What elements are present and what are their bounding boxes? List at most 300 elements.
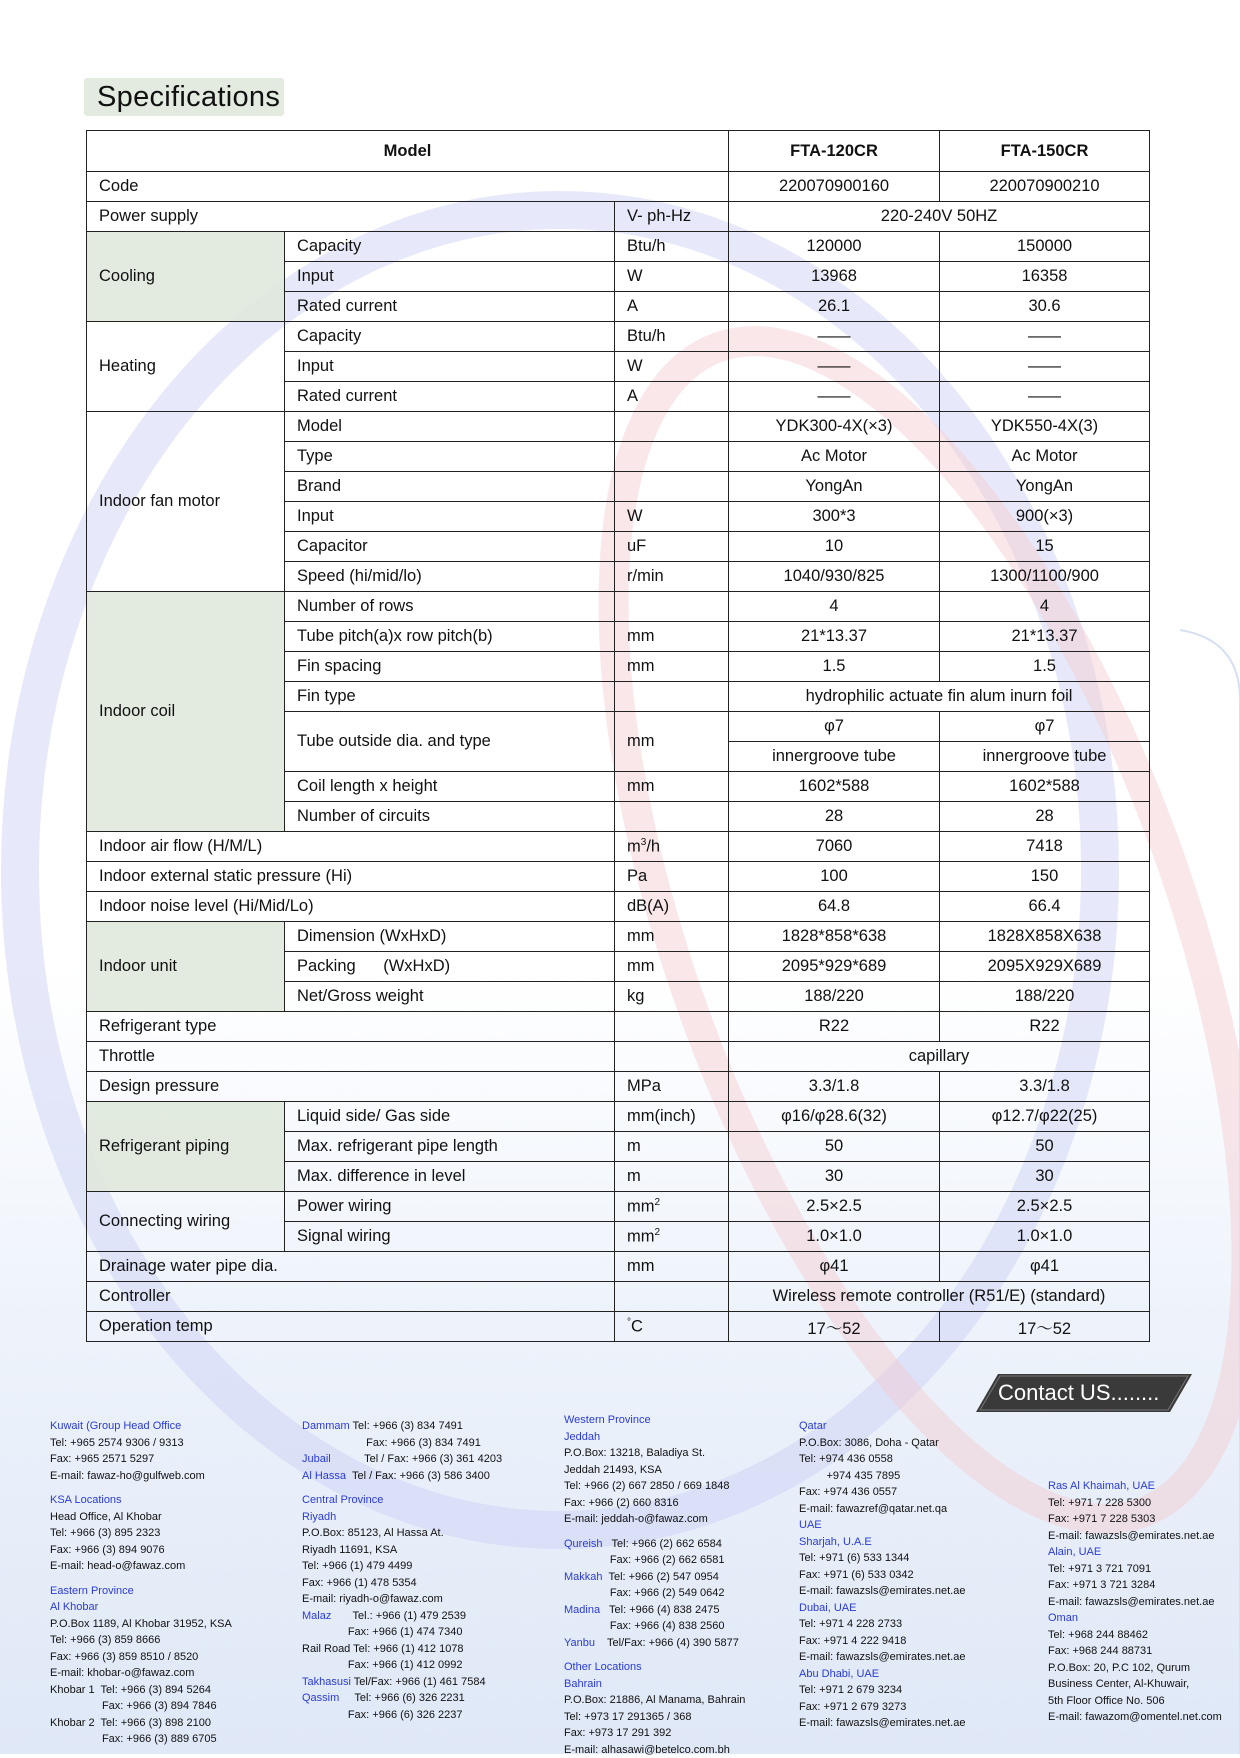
value-cell: 1828*858*638 bbox=[729, 922, 940, 952]
model-1-header: FTA-120CR bbox=[729, 131, 940, 172]
unit-tail: C bbox=[631, 1317, 643, 1335]
contact-line: Fax: +966 (4) 838 2560 bbox=[564, 1618, 745, 1635]
unit-cell bbox=[615, 412, 729, 442]
contact-line: Fax: +966 (2) 662 6581 bbox=[564, 1552, 745, 1569]
unit-cell: m bbox=[615, 1162, 729, 1192]
unit-base: m bbox=[627, 837, 641, 855]
value-cell: φ16/φ28.6(32) bbox=[729, 1102, 940, 1132]
contact-line: Tel: +971 (6) 533 1344 bbox=[799, 1550, 965, 1567]
table-row bbox=[87, 892, 1150, 922]
unit-cell: m bbox=[615, 1132, 729, 1162]
value-cell: 1828X858X638 bbox=[940, 922, 1150, 952]
contact-line: Ras Al Khaimah, UAE bbox=[1048, 1478, 1222, 1495]
table-row bbox=[87, 232, 1150, 262]
unit-cell: uF bbox=[615, 532, 729, 562]
row-label: Throttle bbox=[87, 1042, 615, 1072]
value-cell: 30 bbox=[940, 1162, 1150, 1192]
row-label: Max. refrigerant pipe length bbox=[285, 1132, 615, 1162]
contact-us-label: Contact US........ bbox=[998, 1380, 1159, 1406]
unit-cell: mm bbox=[615, 1252, 729, 1282]
unit-cell bbox=[615, 1312, 729, 1342]
contact-line bbox=[302, 1468, 502, 1485]
spacer bbox=[302, 1484, 502, 1492]
unit-cell bbox=[615, 832, 729, 862]
contact-line: P.O.Box 1189, Al Khobar 31952, KSA bbox=[50, 1616, 232, 1633]
row-label: Drainage water pipe dia. bbox=[87, 1252, 615, 1282]
contact-line: Khobar 1 Tel: +966 (3) 894 5264 bbox=[50, 1682, 232, 1699]
value-cell: 30.6 bbox=[940, 292, 1150, 322]
unit-cell: Pa bbox=[615, 862, 729, 892]
value-cell: 16358 bbox=[940, 262, 1150, 292]
unit-base: mm bbox=[627, 1227, 655, 1245]
unit-cell: A bbox=[615, 292, 729, 322]
table-row bbox=[87, 832, 1150, 862]
unit-cell bbox=[615, 1042, 729, 1072]
row-label: Type bbox=[285, 442, 615, 472]
unit-cell bbox=[615, 682, 729, 712]
unit-sup: 3 bbox=[641, 837, 647, 848]
unit-cell: V- ph-Hz bbox=[615, 202, 729, 232]
row-label: Model bbox=[285, 412, 615, 442]
value-cell: —— bbox=[729, 352, 940, 382]
contact-line: Tel: +971 2 679 3234 bbox=[799, 1682, 965, 1699]
contact-line: Eastern Province bbox=[50, 1583, 232, 1600]
location-name: Takhasusi bbox=[302, 1676, 351, 1688]
contact-line: Tel: +966 (3) 859 8666 bbox=[50, 1632, 232, 1649]
row-label: Rated current bbox=[285, 382, 615, 412]
value-cell: 10 bbox=[729, 532, 940, 562]
location-name: Madina bbox=[564, 1604, 600, 1616]
value-cell: 150 bbox=[940, 862, 1150, 892]
contact-line: Fax: +966 (1) 412 0992 bbox=[302, 1657, 502, 1674]
contact-column-4 bbox=[799, 1418, 965, 1732]
unit-cell: mm bbox=[615, 952, 729, 982]
unit-cell: mm bbox=[615, 652, 729, 682]
unit-base: mm bbox=[627, 1197, 655, 1215]
table-row bbox=[87, 202, 1150, 232]
contact-line: Fax: +966 (3) 859 8510 / 8520 bbox=[50, 1649, 232, 1666]
contact-line: Rail Road Tel: +966 (1) 412 1078 bbox=[302, 1641, 502, 1658]
value-cell: 150000 bbox=[940, 232, 1150, 262]
unit-cell bbox=[615, 1282, 729, 1312]
contact-line: Fax: +971 4 222 9418 bbox=[799, 1633, 965, 1650]
value-cell: 1.0×1.0 bbox=[729, 1222, 940, 1252]
row-label: Brand bbox=[285, 472, 615, 502]
value-cell: Ac Motor bbox=[729, 442, 940, 472]
table-row bbox=[87, 1102, 1150, 1132]
value-cell: 28 bbox=[729, 802, 940, 832]
contact-text: Tel: +966 (6) 326 2231 bbox=[339, 1692, 464, 1704]
group-label: Refrigerant piping bbox=[87, 1102, 285, 1192]
contact-line: E-mail: fawazsls@emirates.net.ae bbox=[1048, 1594, 1222, 1611]
value-cell: 21*13.37 bbox=[940, 622, 1150, 652]
value-cell: 28 bbox=[940, 802, 1150, 832]
contact-line: Fax: +966 (3) 894 7846 bbox=[50, 1698, 232, 1715]
row-label: Speed (hi/mid/lo) bbox=[285, 562, 615, 592]
value-cell: —— bbox=[729, 382, 940, 412]
contact-text: Tel / Fax: +966 (3) 586 3400 bbox=[346, 1470, 490, 1482]
contact-column-1 bbox=[50, 1418, 232, 1748]
value-cell: φ41 bbox=[940, 1252, 1150, 1282]
value-cell: 188/220 bbox=[729, 982, 940, 1012]
row-label: Capacity bbox=[285, 322, 615, 352]
unit-cell bbox=[615, 592, 729, 622]
contact-line: Fax: +966 (1) 478 5354 bbox=[302, 1575, 502, 1592]
row-label: Rated current bbox=[285, 292, 615, 322]
contact-line: Fax: +966 (2) 660 8316 bbox=[564, 1495, 745, 1512]
contact-line: Jeddah bbox=[564, 1429, 745, 1446]
row-label: Number of circuits bbox=[285, 802, 615, 832]
row-label: Refrigerant type bbox=[87, 1012, 615, 1042]
model-header: Model bbox=[87, 131, 729, 172]
value-cell: 220-240V 50HZ bbox=[729, 202, 1150, 232]
unit-cell bbox=[615, 1222, 729, 1252]
value-cell: 1.5 bbox=[940, 652, 1150, 682]
contact-line: Fax: +965 2571 5297 bbox=[50, 1451, 232, 1468]
contact-line: Fax: +966 (6) 326 2237 bbox=[302, 1707, 502, 1724]
contact-line bbox=[302, 1674, 502, 1691]
value-cell: 66.4 bbox=[940, 892, 1150, 922]
contact-line: Oman bbox=[1048, 1610, 1222, 1627]
contact-line: Tel: +968 244 88462 bbox=[1048, 1627, 1222, 1644]
contact-text: Tel.: +966 (1) 479 2539 bbox=[331, 1610, 466, 1622]
contact-line bbox=[564, 1602, 745, 1619]
row-label: Net/Gross weight bbox=[285, 982, 615, 1012]
contact-line: Fax: +971 3 721 3284 bbox=[1048, 1577, 1222, 1594]
value-cell: R22 bbox=[729, 1012, 940, 1042]
contact-line: P.O.Box: 21886, Al Manama, Bahrain bbox=[564, 1692, 745, 1709]
unit-tail: /h bbox=[646, 837, 660, 855]
value-cell: capillary bbox=[729, 1042, 1150, 1072]
group-label: Connecting wiring bbox=[87, 1192, 285, 1252]
contact-line: Tel: +965 2574 9306 / 9313 bbox=[50, 1435, 232, 1452]
row-label: Input bbox=[285, 262, 615, 292]
spacer bbox=[50, 1575, 232, 1583]
table-row bbox=[87, 1042, 1150, 1072]
value-cell: 2.5×2.5 bbox=[729, 1192, 940, 1222]
value-cell: 50 bbox=[940, 1132, 1150, 1162]
unit-cell: W bbox=[615, 352, 729, 382]
value-cell: 300*3 bbox=[729, 502, 940, 532]
value-cell: 1.5 bbox=[729, 652, 940, 682]
group-label: Indoor unit bbox=[87, 922, 285, 1012]
row-label: Power supply bbox=[87, 202, 615, 232]
contact-line: Alain, UAE bbox=[1048, 1544, 1222, 1561]
contact-line: E-mail: fawaz-ho@gulfweb.com bbox=[50, 1468, 232, 1485]
unit-cell: mm bbox=[615, 772, 729, 802]
page-title: Specifications bbox=[97, 81, 280, 114]
contact-line: Khobar 2 Tel: +966 (3) 898 2100 bbox=[50, 1715, 232, 1732]
location-name: Dammam bbox=[302, 1420, 350, 1432]
value-cell: innergroove tube bbox=[729, 742, 940, 772]
location-name: Makkah bbox=[564, 1571, 603, 1583]
group-label: Indoor coil bbox=[87, 592, 285, 832]
value-cell: 7060 bbox=[729, 832, 940, 862]
unit-cell: MPa bbox=[615, 1072, 729, 1102]
group-label: Cooling bbox=[87, 232, 285, 322]
value-cell: 21*13.37 bbox=[729, 622, 940, 652]
value-cell: —— bbox=[940, 382, 1150, 412]
contact-line: Abu Dhabi, UAE bbox=[799, 1666, 965, 1683]
value-cell: 1300/1100/900 bbox=[940, 562, 1150, 592]
row-label: Indoor air flow (H/M/L) bbox=[87, 832, 615, 862]
value-cell: 15 bbox=[940, 532, 1150, 562]
table-row bbox=[87, 1312, 1150, 1342]
unit-cell: A bbox=[615, 382, 729, 412]
unit-cell: W bbox=[615, 502, 729, 532]
value-cell: Ac Motor bbox=[940, 442, 1150, 472]
title-box bbox=[84, 78, 284, 116]
contact-line: Fax: +966 (1) 474 7340 bbox=[302, 1624, 502, 1641]
contact-line: Bahrain bbox=[564, 1676, 745, 1693]
unit-cell bbox=[615, 472, 729, 502]
unit-cell: Btu/h bbox=[615, 322, 729, 352]
contact-line: Tel: +966 (1) 479 4499 bbox=[302, 1558, 502, 1575]
value-cell: —— bbox=[940, 322, 1150, 352]
value-cell: 13968 bbox=[729, 262, 940, 292]
row-label: Capacitor bbox=[285, 532, 615, 562]
contact-us-tab bbox=[976, 1374, 1192, 1412]
contact-text: Tel: +966 (2) 547 0954 bbox=[603, 1571, 719, 1583]
row-label: Indoor external static pressure (Hi) bbox=[87, 862, 615, 892]
value-cell: 3.3/1.8 bbox=[729, 1072, 940, 1102]
unit-sup: ° bbox=[627, 1317, 631, 1328]
contact-line: Dubai, UAE bbox=[799, 1600, 965, 1617]
spacer bbox=[564, 1651, 745, 1659]
contact-line: Fax: +971 7 228 5303 bbox=[1048, 1511, 1222, 1528]
table-row bbox=[87, 322, 1150, 352]
unit-cell bbox=[615, 802, 729, 832]
row-label: Fin spacing bbox=[285, 652, 615, 682]
row-label: Operation temp bbox=[87, 1312, 615, 1342]
contact-text: Tel/Fax: +966 (1) 461 7584 bbox=[351, 1676, 486, 1688]
contact-line: Riyadh 11691, KSA bbox=[302, 1542, 502, 1559]
value-cell: YDK300-4X(×3) bbox=[729, 412, 940, 442]
value-cell: 7418 bbox=[940, 832, 1150, 862]
value-cell: φ7 bbox=[729, 712, 940, 742]
value-cell: 188/220 bbox=[940, 982, 1150, 1012]
contact-column-3 bbox=[564, 1412, 745, 1758]
value-cell: 3.3/1.8 bbox=[940, 1072, 1150, 1102]
contact-line: P.O.Box: 20, P.C 102, Qurum bbox=[1048, 1660, 1222, 1677]
contact-line: Tel: +971 7 228 5300 bbox=[1048, 1495, 1222, 1512]
unit-cell: mm bbox=[615, 622, 729, 652]
contact-text: Tel / Fax: +966 (3) 361 4203 bbox=[331, 1453, 502, 1465]
table-row bbox=[87, 1012, 1150, 1042]
row-label: Number of rows bbox=[285, 592, 615, 622]
contact-line: 5th Floor Office No. 506 bbox=[1048, 1693, 1222, 1710]
contact-line: Head Office, Al Khobar bbox=[50, 1509, 232, 1526]
contact-column-5 bbox=[1048, 1478, 1222, 1726]
contact-text: Tel: +966 (2) 662 6584 bbox=[603, 1538, 722, 1550]
contact-line: Tel: +966 (3) 895 2323 bbox=[50, 1525, 232, 1542]
spacer bbox=[50, 1484, 232, 1492]
value-cell: —— bbox=[940, 352, 1150, 382]
contact-line bbox=[302, 1451, 502, 1468]
value-cell: Wireless remote controller (R51/E) (standard) bbox=[729, 1282, 1150, 1312]
value-cell: 220070900160 bbox=[729, 172, 940, 202]
table-row bbox=[87, 1072, 1150, 1102]
contact-line: Business Center, Al-Khuwair, bbox=[1048, 1676, 1222, 1693]
contact-line bbox=[564, 1569, 745, 1586]
unit-sup: 2 bbox=[655, 1227, 661, 1238]
contact-line: Fax: +966 (3) 894 9076 bbox=[50, 1542, 232, 1559]
row-label: Controller bbox=[87, 1282, 615, 1312]
contact-line: E-mail: fawazsls@emirates.net.ae bbox=[799, 1583, 965, 1600]
contact-line: E-mail: alhasawi@betelco.com.bh bbox=[564, 1742, 745, 1758]
contact-line: E-mail: fawazom@omentel.net.com bbox=[1048, 1709, 1222, 1726]
row-label: Packing (WxHxD) bbox=[285, 952, 615, 982]
contact-line: Fax: +966 (2) 549 0642 bbox=[564, 1585, 745, 1602]
value-cell: R22 bbox=[940, 1012, 1150, 1042]
contact-line: Other Locations bbox=[564, 1659, 745, 1676]
row-label: Tube pitch(a)x row pitch(b) bbox=[285, 622, 615, 652]
contact-line: E-mail: head-o@fawaz.com bbox=[50, 1558, 232, 1575]
contact-line: P.O.Box: 3086, Doha - Qatar bbox=[799, 1435, 965, 1452]
value-cell: 17～52 bbox=[940, 1312, 1150, 1342]
unit-cell bbox=[615, 1192, 729, 1222]
value-cell: 100 bbox=[729, 862, 940, 892]
contact-line: Fax: +968 244 88731 bbox=[1048, 1643, 1222, 1660]
unit-sup: 2 bbox=[655, 1197, 661, 1208]
contact-line: Fax: +971 (6) 533 0342 bbox=[799, 1567, 965, 1584]
row-label: Coil length x height bbox=[285, 772, 615, 802]
table-row bbox=[87, 412, 1150, 442]
location-name: Yanbu bbox=[564, 1637, 595, 1649]
contact-line bbox=[564, 1536, 745, 1553]
contact-line: E-mail: fawazsls@emirates.net.ae bbox=[1048, 1528, 1222, 1545]
contact-line: E-mail: jeddah-o@fawaz.com bbox=[564, 1511, 745, 1528]
unit-cell: mm bbox=[615, 922, 729, 952]
contact-line: Tel: +966 (2) 667 2850 / 669 1848 bbox=[564, 1478, 745, 1495]
spec-table bbox=[86, 130, 1150, 1342]
unit-cell: Btu/h bbox=[615, 232, 729, 262]
location-name: Qureish bbox=[564, 1538, 603, 1550]
row-label: Design pressure bbox=[87, 1072, 615, 1102]
table-row bbox=[87, 922, 1150, 952]
contact-line: Tel: +971 4 228 2733 bbox=[799, 1616, 965, 1633]
contact-line bbox=[564, 1635, 745, 1652]
value-cell: 30 bbox=[729, 1162, 940, 1192]
contact-line: E-mail: fawazsls@emirates.net.ae bbox=[799, 1649, 965, 1666]
contact-line: Kuwait (Group Head Office bbox=[50, 1418, 232, 1435]
model-2-header: FTA-150CR bbox=[940, 131, 1150, 172]
unit-cell: mm(inch) bbox=[615, 1102, 729, 1132]
contact-line: Fax: +974 436 0557 bbox=[799, 1484, 965, 1501]
contact-line: Central Province bbox=[302, 1492, 502, 1509]
contact-line: Tel: +971 3 721 7091 bbox=[1048, 1561, 1222, 1578]
unit-cell bbox=[615, 442, 729, 472]
value-cell: 64.8 bbox=[729, 892, 940, 922]
value-cell: 17～52 bbox=[729, 1312, 940, 1342]
row-label: Dimension (WxHxD) bbox=[285, 922, 615, 952]
group-label: Indoor fan motor bbox=[87, 412, 285, 592]
contact-line: P.O.Box: 13218, Baladiya St. bbox=[564, 1445, 745, 1462]
contact-line: E-mail: riyadh-o@fawaz.com bbox=[302, 1591, 502, 1608]
unit-cell bbox=[615, 1012, 729, 1042]
value-cell: innergroove tube bbox=[940, 742, 1150, 772]
contact-text: Tel: +966 (3) 834 7491 bbox=[350, 1420, 463, 1432]
contact-line: Sharjah, U.A.E bbox=[799, 1534, 965, 1551]
contact-line: Tel: +974 436 0558 bbox=[799, 1451, 965, 1468]
value-cell: 2.5×2.5 bbox=[940, 1192, 1150, 1222]
value-cell: hydrophilic actuate fin alum inurn foil bbox=[729, 682, 1150, 712]
value-cell: 1040/930/825 bbox=[729, 562, 940, 592]
contact-text: Tel: +966 (4) 838 2475 bbox=[600, 1604, 719, 1616]
value-cell: —— bbox=[729, 322, 940, 352]
row-label: Power wiring bbox=[285, 1192, 615, 1222]
contact-line: Jeddah 21493, KSA bbox=[564, 1462, 745, 1479]
contact-line: Qatar bbox=[799, 1418, 965, 1435]
value-cell: YongAn bbox=[940, 472, 1150, 502]
contact-line: Al Khobar bbox=[50, 1599, 232, 1616]
row-label: Tube outside dia. and type bbox=[285, 712, 615, 772]
group-label: Heating bbox=[87, 322, 285, 412]
location-name: Jubail bbox=[302, 1453, 331, 1465]
contact-line: E-mail: khobar-o@fawaz.com bbox=[50, 1665, 232, 1682]
contact-line: +974 435 7895 bbox=[799, 1468, 965, 1485]
location-name: Malaz bbox=[302, 1610, 331, 1622]
contact-line: Fax: +966 (3) 889 6705 bbox=[50, 1731, 232, 1748]
value-cell: 2095X929X689 bbox=[940, 952, 1150, 982]
value-cell: 26.1 bbox=[729, 292, 940, 322]
value-cell: 900(×3) bbox=[940, 502, 1150, 532]
value-cell: 220070900210 bbox=[940, 172, 1150, 202]
unit-cell: W bbox=[615, 262, 729, 292]
value-cell: 2095*929*689 bbox=[729, 952, 940, 982]
value-cell: 1602*588 bbox=[940, 772, 1150, 802]
row-label: Input bbox=[285, 502, 615, 532]
row-label: Liquid side/ Gas side bbox=[285, 1102, 615, 1132]
unit-cell: dB(A) bbox=[615, 892, 729, 922]
row-label: Signal wiring bbox=[285, 1222, 615, 1252]
contact-line: UAE bbox=[799, 1517, 965, 1534]
value-cell: 4 bbox=[729, 592, 940, 622]
table-row bbox=[87, 172, 1150, 202]
contact-line bbox=[302, 1690, 502, 1707]
contact-column-2 bbox=[302, 1418, 502, 1723]
contact-line: KSA Locations bbox=[50, 1492, 232, 1509]
unit-cell: kg bbox=[615, 982, 729, 1012]
row-label: Max. difference in level bbox=[285, 1162, 615, 1192]
value-cell: φ12.7/φ22(25) bbox=[940, 1102, 1150, 1132]
row-label: Code bbox=[87, 172, 729, 202]
value-cell: 1.0×1.0 bbox=[940, 1222, 1150, 1252]
table-header bbox=[87, 131, 1150, 172]
contact-line: P.O.Box: 85123, Al Hassa At. bbox=[302, 1525, 502, 1542]
value-cell: 50 bbox=[729, 1132, 940, 1162]
value-cell: φ7 bbox=[940, 712, 1150, 742]
contact-text: Tel/Fax: +966 (4) 390 5877 bbox=[595, 1637, 739, 1649]
spacer bbox=[564, 1528, 745, 1536]
unit-cell: mm bbox=[615, 712, 729, 772]
table-row bbox=[87, 1192, 1150, 1222]
contact-line bbox=[302, 1608, 502, 1625]
contact-line: Fax: +973 17 291 392 bbox=[564, 1725, 745, 1742]
unit-cell: r/min bbox=[615, 562, 729, 592]
location-name: Qassim bbox=[302, 1692, 339, 1704]
table-row bbox=[87, 592, 1150, 622]
row-label: Capacity bbox=[285, 232, 615, 262]
value-cell: YongAn bbox=[729, 472, 940, 502]
contact-line: Riyadh bbox=[302, 1509, 502, 1526]
contact-line: Fax: +971 2 679 3273 bbox=[799, 1699, 965, 1716]
value-cell: φ41 bbox=[729, 1252, 940, 1282]
contact-line: Fax: +966 (3) 834 7491 bbox=[302, 1435, 502, 1452]
value-cell: 120000 bbox=[729, 232, 940, 262]
row-label: Indoor noise level (Hi/Mid/Lo) bbox=[87, 892, 615, 922]
table-row bbox=[87, 1282, 1150, 1312]
